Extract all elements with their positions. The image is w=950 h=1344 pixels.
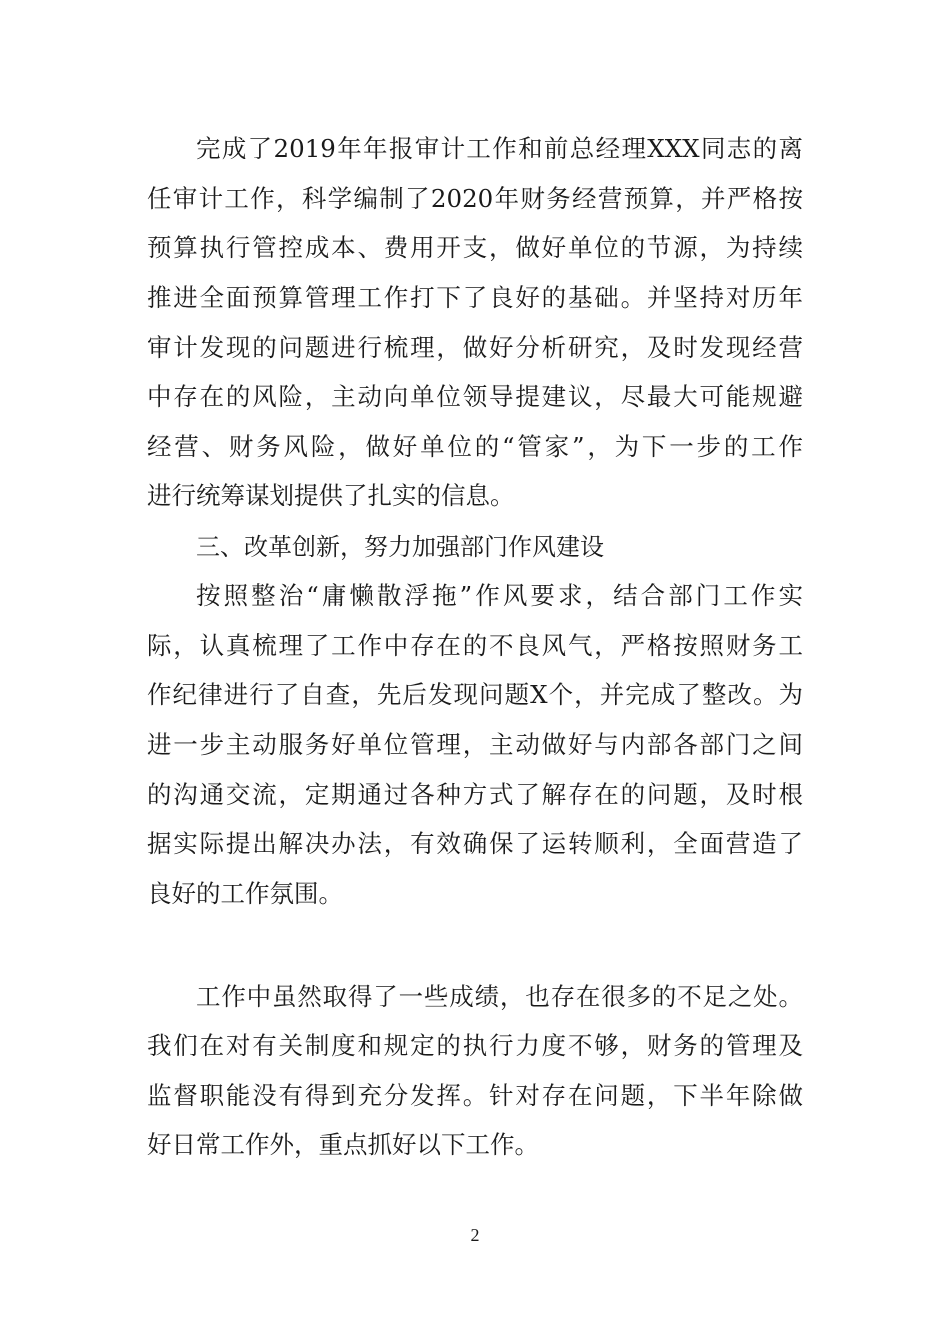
paragraph-line: 任审计工作，科学编制了2020年财务经营预算，并严格按 <box>147 184 803 213</box>
paragraph-line: 中存在的风险，主动向单位领导提建议，尽最大可能规避 <box>147 382 803 411</box>
paragraph-line: 预算执行管控成本、费用开支，做好单位的节源，为持续 <box>147 233 803 262</box>
paragraph-line: 我们在对有关制度和规定的执行力度不够，财务的管理及 <box>147 1031 803 1060</box>
paragraph-line: 好日常工作外，重点抓好以下工作。 <box>147 1130 539 1159</box>
paragraph-line: 审计发现的问题进行梳理，做好分析研究，及时发现经营 <box>147 333 803 362</box>
section-heading: 三、改革创新，努力加强部门作风建设 <box>196 533 604 561</box>
paragraph-line: 工作中虽然取得了一些成绩，也存在很多的不足之处。 <box>196 982 803 1011</box>
page-number: 2 <box>470 1225 480 1245</box>
paragraph-line: 的沟通交流，定期通过各种方式了解存在的问题，及时根 <box>147 780 803 809</box>
paragraph-line: 进一步主动服务好单位管理，主动做好与内部各部门之间 <box>147 730 803 759</box>
paragraph-line: 监督职能没有得到充分发挥。针对存在问题，下半年除做 <box>147 1081 803 1110</box>
paragraph-line: 完成了2019年年报审计工作和前总经理XXX同志的离 <box>196 134 803 163</box>
paragraph-line: 作纪律进行了自查，先后发现问题X个，并完成了整改。为 <box>147 680 803 709</box>
paragraph-line: 据实际提出解决办法，有效确保了运转顺利，全面营造了 <box>147 829 803 858</box>
paragraph-line: 良好的工作氛围。 <box>147 879 343 908</box>
paragraph-line: 进行统筹谋划提供了扎实的信息。 <box>147 481 515 510</box>
paragraph-line: 推进全面预算管理工作打下了良好的基础。并坚持对历年 <box>147 283 803 312</box>
paragraph-line: 按照整治“庸懒散浮拖”作风要求，结合部门工作实 <box>196 581 803 610</box>
paragraph-line: 际，认真梳理了工作中存在的不良风气，严格按照财务工 <box>147 631 803 660</box>
paragraph-line: 经营、财务风险，做好单位的“管家”，为下一步的工作 <box>147 432 803 461</box>
